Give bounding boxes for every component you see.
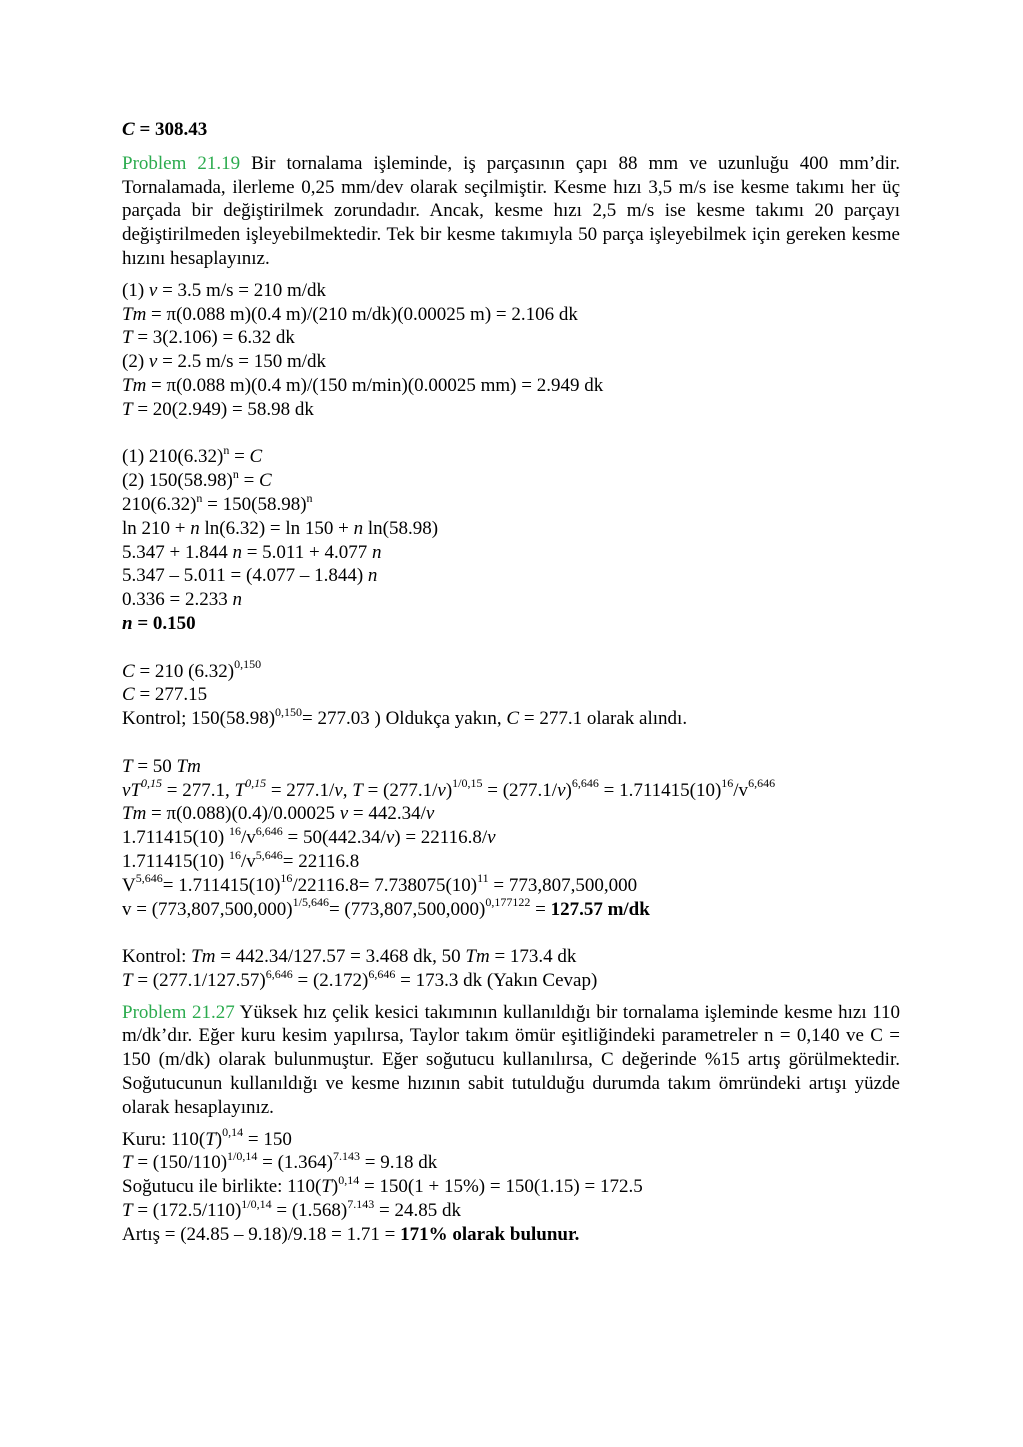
top-result: C = 308.43 [122,119,208,140]
equation-line: (1) v = 3.5 m/s = 210 m/dk [122,279,327,301]
equation-line: Kontrol; $150(58.98)^{0,150}= 277.03$ ) Oldukça yakın, C = 277.1 olarak alındı. [122,704,688,730]
equation-line: vT$^{0,15}$ = 277.1, T$^{0,15}$ = 277.1/v, $T = (277.1/v)^{1/0,15} = (277.1/v)^{6,646} = 1.711415(10)^{16}/v^{6,646}$ [122,776,776,801]
result-increase: 171% olarak bulunur. [400,1223,580,1245]
equation-line: C = 210 $(6.32)^{0,150}$ [122,657,262,682]
problem-title: Problem 21.27 [122,1001,235,1023]
document-page [122,118,900,1247]
equation-line: 1.711415(10) $^{16}/v^{6,646} = 50(442.34/v) = 22116.8/v$ [122,823,496,849]
equation-line: ln 210 + n ln(6.32) = ln 150 + n ln(58.98) [122,517,439,539]
equation-line: Tm = π(0.088 m)(0.4 m)/(150 m/min)(0.00025 mm) = 2.949 dk [122,374,604,396]
result-speed: 127.57 m/dk [550,898,650,920]
equation-line: Kuru: $110(T)^{0,14} = 150$ [122,1125,292,1150]
solution-21-19 [122,279,900,993]
equation-line: T = 20(2.949) = 58.98 dk [122,398,314,420]
equation-line: (2) $150(58.98)^n = C$ [122,466,272,492]
equation-line: Artış = (24.85 – 9.18)/9.18 = 1.71 = 171% olarak bulunur. [122,1223,580,1245]
problem-title: Problem 21.19 [122,152,241,174]
equation-line: T = 3(2.106) = 6.32 dk [122,327,295,349]
equation-line: 5.347 + 1.844 n = 5.011 + 4.077 n [122,541,382,563]
equation-line: T = 50 Tm [122,755,201,777]
equation-line: (2) v = 2.5 m/s = 150 m/dk [122,351,327,373]
equation-line: $v = (773,807,500,000)^{1/5,646}= (773,807,500,000)^{0,177122} = 127.57$ m/dk [122,895,650,920]
equation-line: $T = (150/110)^{1/0,14} = (1.364)^{7.143} = 9.18$ dk [122,1149,438,1174]
problem-21-19-statement: Problem 21.19 Bir tornalama işleminde, iş parçasının çapı 88 mm ve uzunluğu 400 mm’dir. Tornalamada, ilerleme 0,25 mm/dev olarak seçilmiştir. Kesme hızı 3,5 m/s ise kesme takımı her üç parçada bir değiştirilmek zorundadır. Ancak, kesme hızı 2,5 m/s ise kesme takımı 20 parçayı değiştirilmeden işleyebilmektedir. Tek bir kesme takımıyla 50 parça işleyebilmek için gereken kesme hızını hesaplayınız. [122,152,900,269]
equation-line: Tm = π(0.088)(0.4)/0.00025 v = 442.34/v [122,803,435,825]
equation-line: C = 277.15 [122,684,208,706]
equation-line: $210(6.32)^n = 150(58.98)^n$ [122,490,313,515]
result-n: n = 0.150 [122,612,196,634]
solution-21-27 [122,1125,900,1247]
equation-line: $T = (277.1/127.57)^{6,646} = (2.172)^{6,646} = 173.3$ dk (Yakın Cevap) [122,966,598,991]
equation-line: Kontrol: Tm = 442.34/127.57 = 3.468 dk, 50 Tm = 173.4 dk [122,946,577,968]
equation-line: (1) $210(6.32)^n = C$ [122,443,263,468]
equation-line: $V^{5,646}= 1.711415(10)^{16}/22116.8= 7.738075(10)^{11} = 773,807,500,000$ [122,871,638,896]
equation-line: $T = (172.5/110)^{1/0,14} = (1.568)^{7.143} = 24.85$ dk [122,1196,461,1222]
equation-line: Soğutucu ile birlikte: $110(T)^{0,14} = 150(1 + 15\%) = 150(1.15) = 172.5$ [122,1172,643,1198]
equation-line: 0.336 = 2.233 n [122,589,242,611]
equation-line: 5.347 – 5.011 = (4.077 – 1.844) n [122,565,378,587]
problem-21-27-statement: Problem 21.27 Yüksek hız çelik kesici takımının kullanıldığı bir tornalama işleminde kesme hızı 110 m/dk’dır. Eğer kuru kesim yapılırsa, Taylor takım ömür eşitliğindeki parametreler n = 0,140 ve C = 150 (m/dk) olarak bulunmuştur. Eğer soğutucu kullanılırsa, C değerinde %15 artış görülmektedir. Soğutucunun kullanıldığı ve kesme hızının sabit tutulduğu durumda takım ömründeki artışı yüzde olarak hesaplayınız. [122,1001,901,1118]
equation-line: Tm = π(0.088 m)(0.4 m)/(210 m/dk)(0.00025 m) = 2.106 dk [122,303,578,325]
equation-line: 1.711415(10) $^{16}/v^{5,646}= 22116.8$ [122,847,360,872]
